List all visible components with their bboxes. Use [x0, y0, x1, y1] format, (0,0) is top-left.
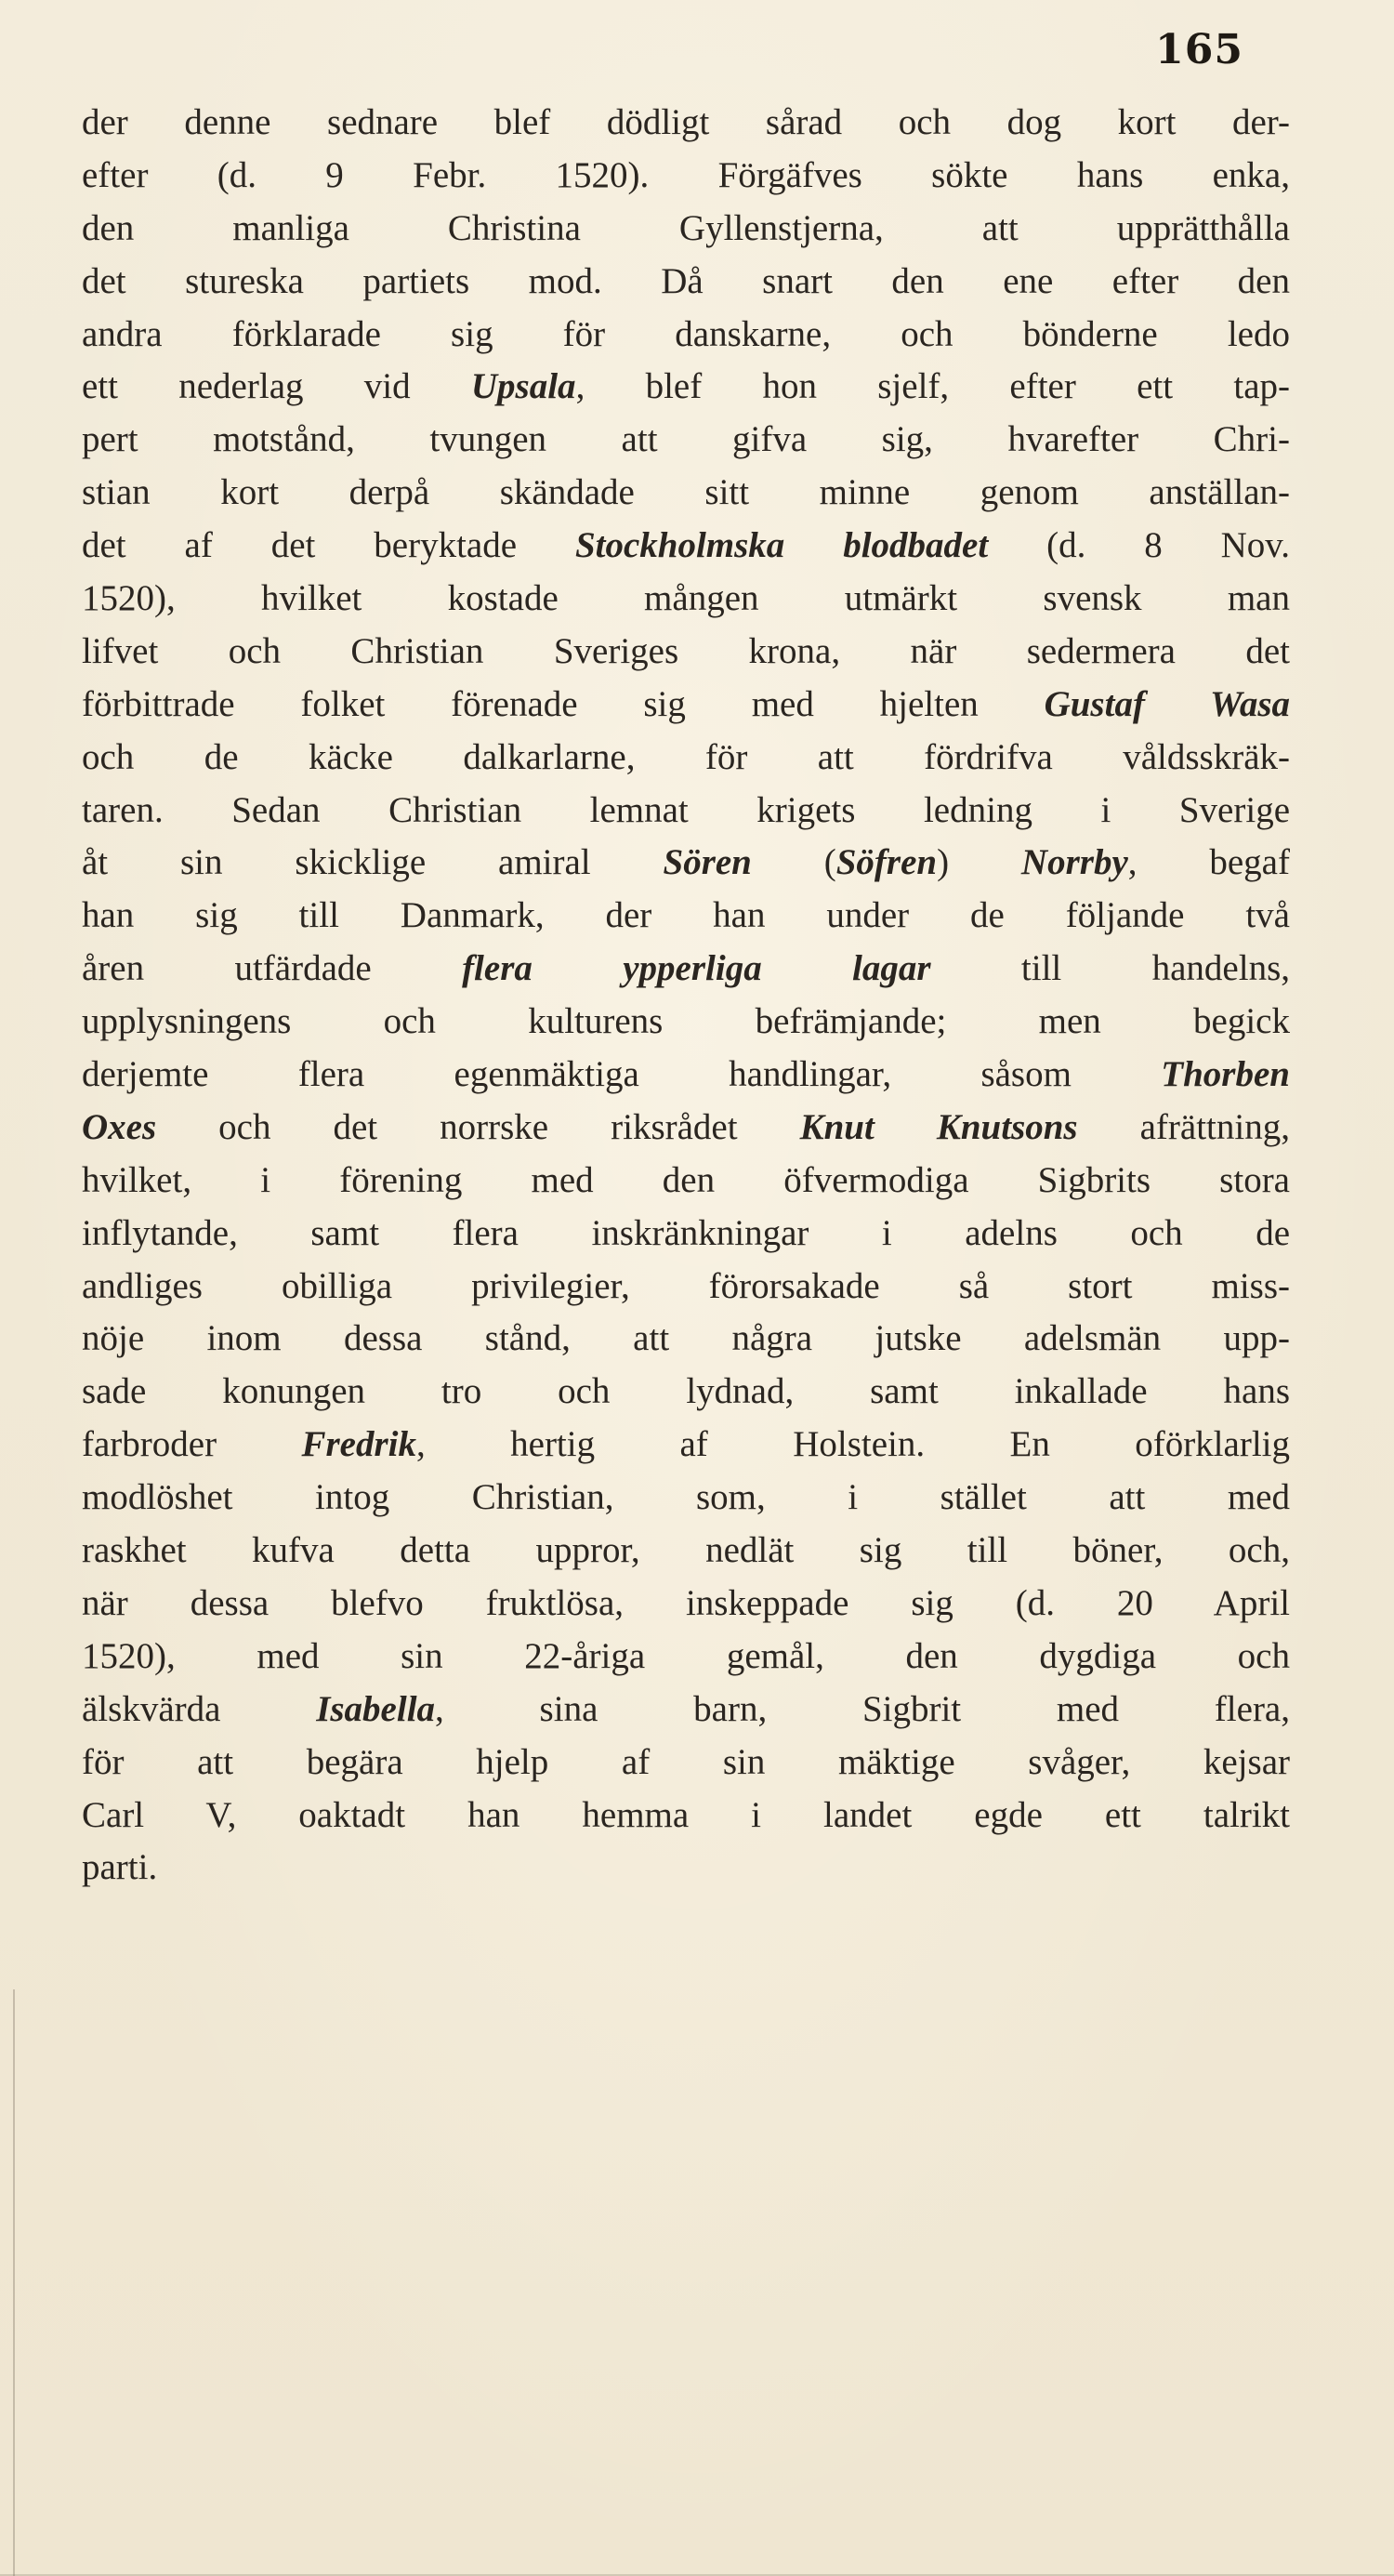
body-text — [82, 97, 1290, 1895]
text-run: taren. Sedan Christian lemnat krigets ledning i Sverige — [82, 789, 1290, 830]
text-run: det af det beryktade — [82, 525, 575, 566]
emphasized-text: Norrby — [1020, 842, 1128, 883]
text-run: farbroder — [82, 1424, 302, 1465]
emphasized-text: Stockholmska blodbadet — [574, 525, 989, 566]
text-run: älskvärda — [82, 1688, 317, 1729]
text-line — [82, 256, 1290, 309]
text-line — [82, 1155, 1290, 1208]
text-line — [82, 203, 1290, 256]
text-run: , hertig af Holstein. En oförklarlig — [415, 1424, 1290, 1465]
text-line — [82, 1737, 1290, 1790]
text-run: der denne sednare blef dödligt sårad och dog kort der- — [82, 102, 1290, 142]
text-run: andra förklarade sig för danskarne, och bönderne ledo — [82, 313, 1290, 354]
text-line — [82, 943, 1290, 996]
text-line — [82, 573, 1290, 626]
text-run: andliges obilliga privilegier, förorsakade så stort miss- — [82, 1265, 1290, 1306]
page-number: 165 — [1155, 26, 1243, 73]
text-run: (d. 8 Nov. — [988, 525, 1290, 566]
text-line — [82, 1684, 1290, 1737]
text-line — [82, 414, 1290, 467]
text-line — [82, 1631, 1290, 1684]
text-run: , blef hon sjelf, efter ett tap- — [575, 366, 1290, 407]
text-run: 1520), hvilket kostade mången utmärkt svensk man — [82, 578, 1290, 619]
emphasized-text: Upsala — [470, 366, 576, 407]
text-run: när dessa blefvo fruktlösa, inskeppade sig (d. 20 April — [82, 1582, 1290, 1623]
text-run: och det norrske riksrådet — [156, 1106, 800, 1147]
text-run: ( — [751, 842, 836, 883]
text-run: parti. — [82, 1847, 158, 1888]
text-line — [82, 1842, 1290, 1895]
text-line — [82, 1102, 1290, 1155]
emphasized-text: flera ypperliga lagar — [462, 948, 931, 989]
text-run: han sig till Danmark, der han under de följande två — [82, 895, 1290, 936]
emphasized-text: Fredrik — [301, 1424, 416, 1465]
text-line — [82, 1790, 1290, 1843]
text-line — [82, 1472, 1290, 1525]
text-run: pert motstånd, tvungen att gifva sig, hvarefter Chri- — [82, 419, 1290, 460]
text-line — [82, 1366, 1290, 1419]
text-run: stian kort derpå skändade sitt minne genom anställan- — [82, 472, 1290, 513]
text-line — [82, 1313, 1290, 1366]
margin-rule — [13, 1989, 15, 2576]
text-run: för att begära hjelp af sin mäktige svåger, kejsar — [82, 1741, 1290, 1782]
text-run: , begaf — [1127, 842, 1290, 883]
text-line — [82, 1525, 1290, 1578]
emphasized-text: Knut Knutsons — [799, 1106, 1078, 1147]
text-run: raskhet kufva detta uppror, nedlät sig till böner, och, — [82, 1530, 1290, 1571]
text-run: åt sin skicklige amiral — [82, 842, 664, 883]
text-run: det stureska partiets mod. Då snart den ene efter den — [82, 260, 1290, 301]
text-line — [82, 1419, 1290, 1472]
text-run: till handelns, — [930, 948, 1290, 989]
text-run: derjemte flera egenmäktiga handlingar, såsom — [82, 1054, 1162, 1095]
text-line — [82, 1261, 1290, 1314]
emphasized-text: Sören — [663, 842, 752, 883]
text-run: inflytande, samt flera inskränkningar i adelns och de — [82, 1212, 1290, 1253]
text-run: förbittrade folket förenade sig med hjelten — [82, 683, 1045, 724]
text-line — [82, 890, 1290, 943]
text-run: modlöshet intog Christian, som, i stället att med — [82, 1477, 1290, 1518]
text-line — [82, 785, 1290, 838]
text-line — [82, 1578, 1290, 1631]
text-line — [82, 97, 1290, 150]
text-line — [82, 150, 1290, 203]
emphasized-text: Isabella — [316, 1688, 436, 1729]
text-line — [82, 1208, 1290, 1261]
text-run: den manliga Christina Gyllenstjerna, att upprätthålla — [82, 207, 1290, 248]
text-line — [82, 1049, 1290, 1102]
text-run: och de käcke dalkarlarne, för att fördrifva våldsskräk- — [82, 736, 1290, 777]
text-run: Carl V, oaktadt han hemma i landet egde ett talrikt — [82, 1794, 1290, 1835]
emphasized-text: Söfren — [835, 842, 938, 883]
text-line — [82, 996, 1290, 1049]
text-line — [82, 626, 1290, 679]
text-run: lifvet och Christian Sveriges krona, när sedermera det — [82, 630, 1290, 671]
text-run: hvilket, i förening med den öfvermodiga Sigbrits stora — [82, 1159, 1290, 1200]
text-run: åren utfärdade — [82, 948, 463, 989]
text-run: efter (d. 9 Febr. 1520). Förgäfves sökte hans enka, — [82, 154, 1290, 195]
emphasized-text: Oxes — [82, 1106, 157, 1147]
text-line — [82, 732, 1290, 785]
emphasized-text: Thorben — [1161, 1054, 1290, 1095]
text-run: , sina barn, Sigbrit med flera, — [435, 1688, 1290, 1729]
text-line — [82, 679, 1290, 732]
text-line — [82, 361, 1290, 414]
text-run: afrättning, — [1077, 1106, 1290, 1147]
text-run: upplysningens och kulturens befrämjande; men begick — [82, 1001, 1290, 1042]
text-run: sade konungen tro och lydnad, samt inkallade hans — [82, 1371, 1290, 1412]
text-run: ett nederlag vid — [82, 366, 471, 407]
text-run: 1520), med sin 22-åriga gemål, den dygdiga och — [82, 1635, 1290, 1676]
text-line — [82, 837, 1290, 890]
emphasized-text: Gustaf Wasa — [1044, 683, 1290, 724]
text-line — [82, 520, 1290, 573]
text-run: ) — [937, 842, 1021, 883]
text-line — [82, 467, 1290, 520]
text-run: nöje inom dessa stånd, att några jutske adelsmän upp- — [82, 1318, 1290, 1359]
text-line — [82, 309, 1290, 362]
